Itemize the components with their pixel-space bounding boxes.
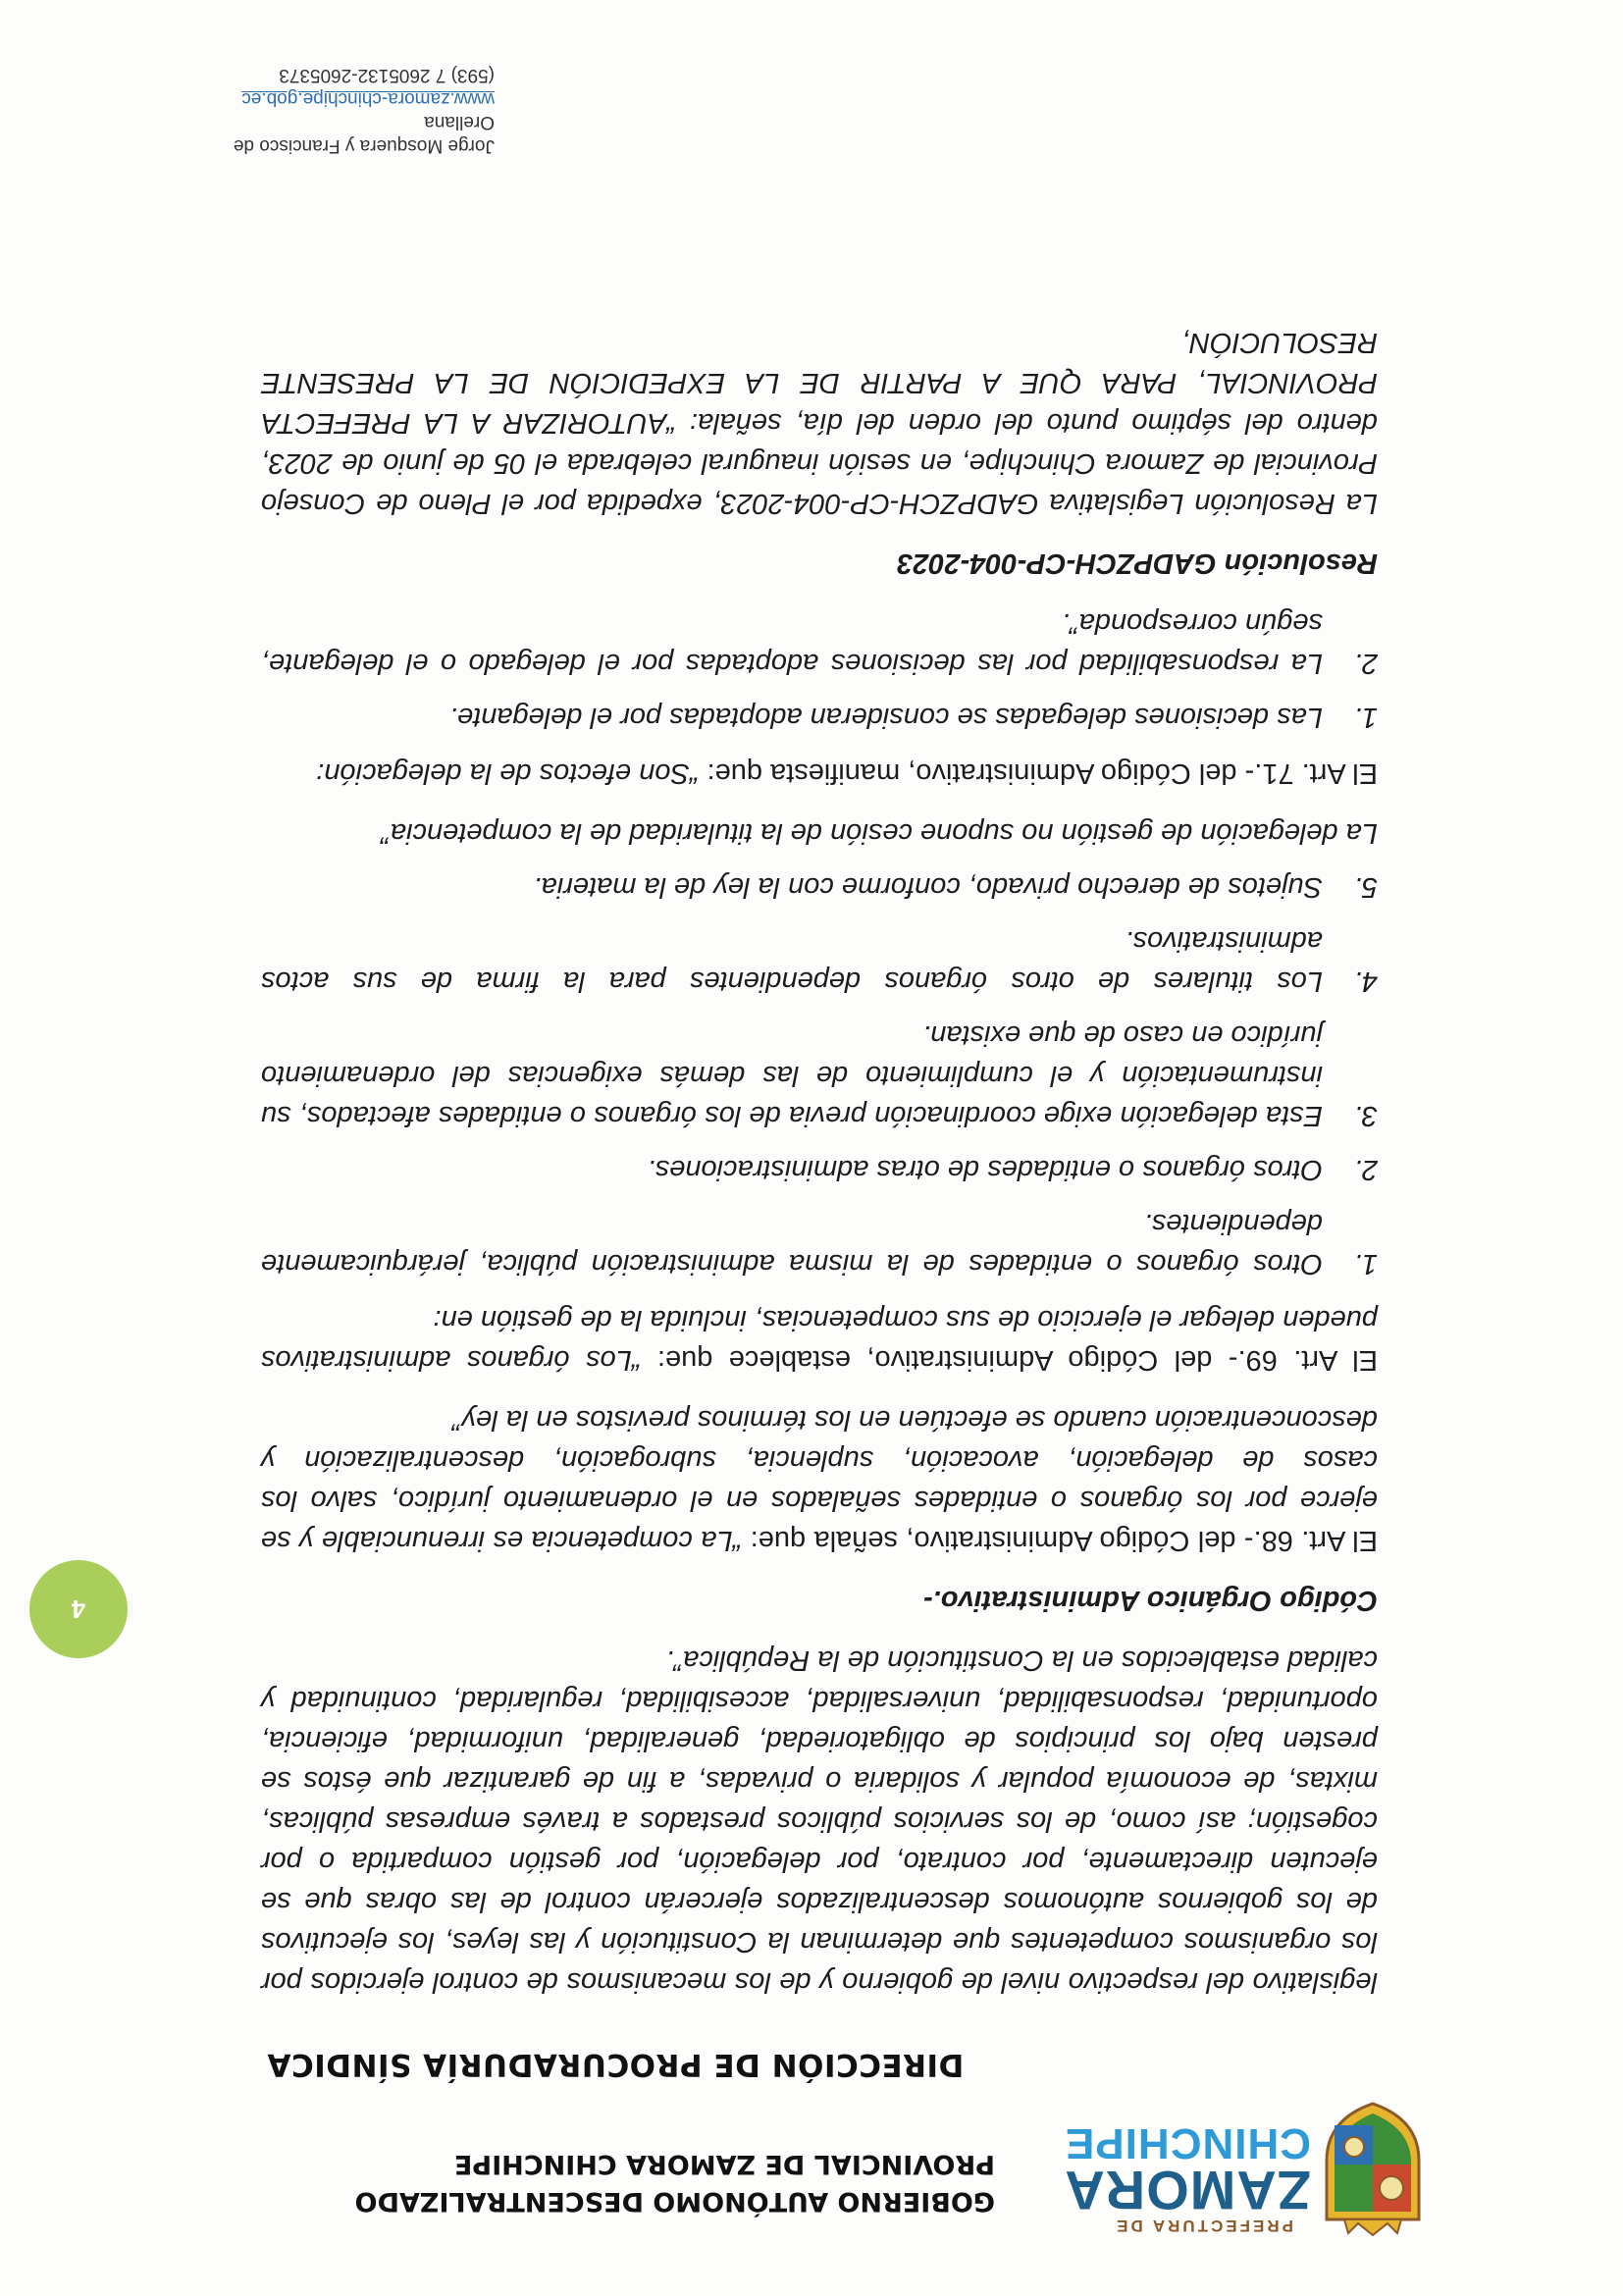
institution-line1: GOBIERNO AUTÓNOMO DESCENTRALIZADO [354,2186,995,2217]
coat-of-arms-icon [1319,2100,1427,2237]
section-heading-coa: Código Orgánico Administrativo.- [923,1585,1378,1616]
list-item: 2. La responsabilidad por las decisiones adoptadas por el delegado o el delegante, según corresponda”. [261,607,1378,679]
art69-closing: La delegación de gestión no supone cesión de la titularidad de la competencia” [381,817,1378,849]
footer-address: Jorge Mosquera y Francisco de Orellana [233,112,495,156]
art68-quote: “La competencia es irrenunciable y se ejerce por los órganos o entidades señalados en el ordenamiento jurídico, salvo los casos de delegación, avocación, suplencia, subrogación, descentralización y desconcentración cuando se efectúen en los términos previstos en la ley” [261,1404,1378,1556]
brand-prefix: PREFECTURA DE [1114,2217,1293,2235]
art71-quote: “Son efectos de la delegación: [316,757,700,789]
list-item: 5. Sujetos de derecho privado, conforme con la ley de la materia. [533,871,1378,903]
brand-logotype [1064,2119,1311,2235]
letterhead [0,2047,1623,2296]
document-body [261,302,1378,2002]
page-number-badge: 4 [29,1560,128,1658]
paragraph-art71 [261,753,1378,793]
footer-website-link[interactable]: www.zamora-chinchipe.gob.ec [241,88,495,109]
art69-list [261,866,1378,1283]
footer-contact [171,63,495,157]
section-heading-resolution: Resolución GADPZCH-CP-004-2023 [897,548,1378,579]
brand-name-line1: ZAMORA [1064,2160,1311,2221]
art71-list [261,602,1378,737]
art68-lead: El Art. 68.- del Código Administrativo, señala que: [742,1525,1378,1556]
paragraph-resolution: La Resolución Legislativa GADPZCH-CP-004-2023, expedida por el Pleno de Consejo Provincial de Zamora Chinchipe, en sesión inaugural celebrada el 05 de junio de 2023, dentro del séptimo punto del orden del día, señala: “AUTORIZAR A LA PREFECTA PROVINCIAL, PARA QUE A PARTIR DE LA EXPEDICIÓN DE LA PRESENTE RESOLUCIÓN, [261,327,1378,519]
institution-name [269,2145,995,2219]
institution-line2: PROVINCIAL DE ZAMORA CHINCHIPE [453,2149,995,2179]
paragraph-art68 [261,1399,1378,1560]
paragraph-art69 [261,1299,1378,1380]
brand-name-line2: CHINCHIPE [1064,2119,1311,2167]
list-item: 1. Otros órganos o entidades de la misma administración pública, jerárquicamente dependientes. [261,1208,1378,1279]
footer-phone: (593) 7 2605132-2605373 [279,65,495,85]
art71-lead: El Art. 71.- del Código Administrativo, manifiesta que: [699,757,1378,789]
art69-lead: El Art. 69.- del Código Administrativo, establece que: [641,1344,1378,1376]
list-item: 2. Otros órganos o entidades de otras administraciones. [647,1154,1378,1185]
paragraph-continuation: legislativo del respectivo nivel de gobierno y de los mecanismos de control ejercidos por los organismos competentes que determinan la Constitución y las leyes, los ejecutivos de los gobiernos autónomos descentralizados ejercerán control de las obras que se ejecuten directamente, por contrato, por delegación, por gestión compartida o por cogestión; así como, de los servicios públicos prestados a través empresas públicas, mixtas, de economía popular y solidaria o privadas, a fin de garantizar que éstos se presten bajo los principios de obligatoriedad, generalidad, uniformidad, eficiencia, oportunidad, responsabilidad, universalidad, accesibilidad, regularidad, continuidad y calidad establecidos en la Constitución de la República”. [261,1644,1378,1998]
list-item: 4. Los titulares de otros órganos dependientes para la firma de sus actos administrativos. [261,925,1378,997]
list-item: 1. Las decisiones delegadas se consideran adoptadas por el delegante. [449,702,1378,733]
list-item: 3. Esta delegación exige coordinación previa de los órganos o entidades afectados, su instrumentación y el cumplimiento de las demás exigencias del ordenamiento jurídico en caso de que existan. [261,1019,1378,1131]
art69-quote: “Los órganos administrativos pueden delegar el ejercicio de sus competencias, incluida la de gestión en: [261,1304,1378,1376]
department-title: DIRECCIÓN DE PROCURADURÍA SÍNDICA [267,2047,965,2082]
